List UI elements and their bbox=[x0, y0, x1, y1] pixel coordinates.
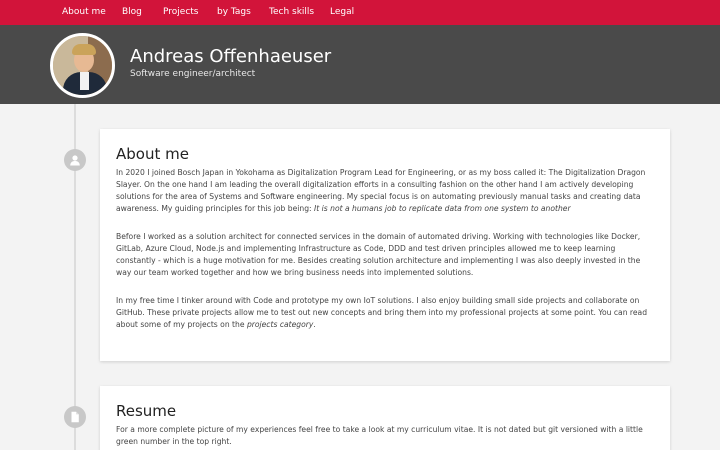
about-principle: It is not a humans job to replicate data from one system to another bbox=[314, 204, 571, 214]
about-paragraph-2: Before I worked as a solution architect for connected services in the domain of automated driving. Working with technologies like Docker, GitLab, Azure Cloud, Node.js and implementing Infrastructure as Code, DDD and test driven principles allowed me to keep learning constantly - which is a huge motivation for me. Besides creating solution architecture and implementing I was also deeply invested in the way our team worked together and how we bring business needs into implemented solutions. bbox=[116, 232, 641, 278]
resume-card bbox=[100, 386, 670, 450]
nav-by-tags[interactable]: by Tags bbox=[217, 7, 251, 17]
hero-banner bbox=[0, 25, 720, 104]
resume-title: Resume bbox=[116, 402, 177, 420]
nav-projects[interactable]: Projects bbox=[163, 7, 199, 17]
profile-subtitle: Software engineer/architect bbox=[130, 69, 256, 79]
about-paragraph-1: In 2020 I joined Bosch Japan in Yokohama as Digitalization Program Lead for Engineering, or as my boss called it: The Digitalization Dragon Slayer. On the one hand I am leading the overall digitalization efforts in a consulting fashion on the other hand I am actively developing solutions for the area of Systems and Software engineering. My special focus is on automating previously manual tasks and creating data awareness. My guiding principles for this job being: It is not a humans job to replicate data from one system to another bbox=[116, 168, 646, 214]
about-paragraph-3: In my free time I tinker around with Code and prototype my own IoT solutions. I also enjoy building small side projects and collaborate on GitHub. These private projects allow me to test out new concepts and bring them into my professional projects at some point. You can read about some of my projects on the projects category. bbox=[116, 296, 648, 330]
nav-tech-skills[interactable]: Tech skills bbox=[269, 7, 315, 17]
nav-blog[interactable]: Blog bbox=[122, 7, 142, 17]
resume-paragraph-1: For a more complete picture of my experiences feel free to take a look at my curriculum vitae. It is not dated but git versioned with a little green number in the top right. bbox=[116, 425, 643, 447]
nav-legal[interactable]: Legal bbox=[330, 7, 355, 17]
avatar bbox=[50, 33, 115, 98]
top-navigation bbox=[0, 0, 720, 25]
nav-about-me[interactable]: About me bbox=[62, 7, 106, 17]
user-icon bbox=[64, 149, 86, 171]
about-card bbox=[100, 129, 670, 361]
projects-category-link[interactable]: projects category bbox=[246, 320, 314, 330]
profile-name: Andreas Offenhaeuser bbox=[130, 46, 332, 67]
about-title: About me bbox=[116, 145, 189, 163]
document-icon bbox=[64, 406, 86, 428]
